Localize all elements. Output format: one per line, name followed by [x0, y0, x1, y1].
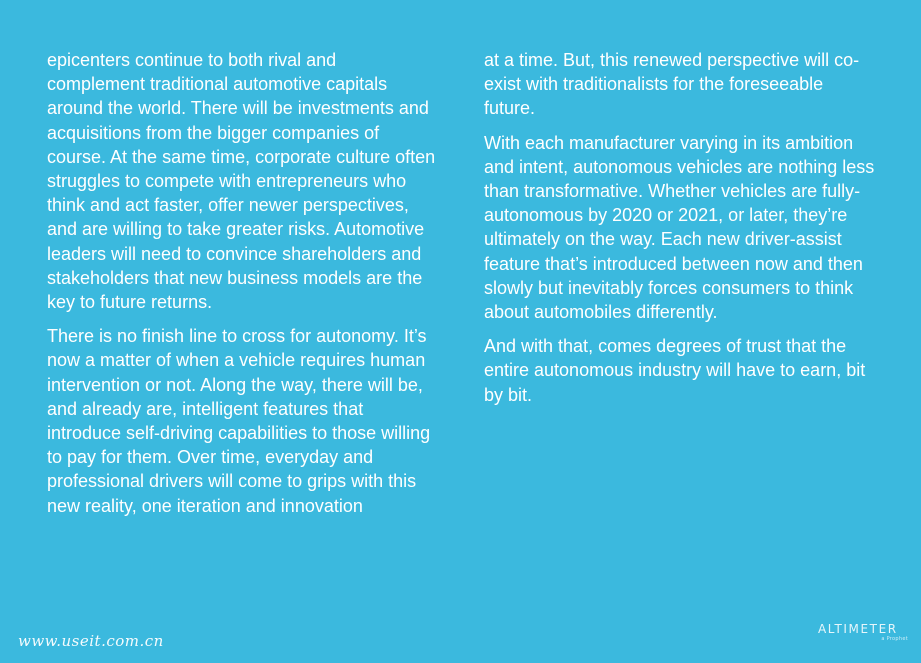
text-column-left: [47, 48, 439, 528]
altimeter-logo: [818, 622, 908, 650]
watermark-text: www.useit.com.cn: [18, 632, 164, 650]
logo-wordmark: ALTIMETER: [818, 622, 898, 636]
paragraph: And with that, comes degrees of trust that the entire autonomous industry will have to earn, bit by bit.: [484, 336, 866, 405]
text-column-right: [484, 48, 876, 417]
logo-subtitle: a Prophet: [881, 636, 908, 642]
paragraph: at a time. But, this renewed perspective will co-exist with traditionalists for the foreseeable future.: [484, 50, 860, 119]
paragraph: There is no finish line to cross for autonomy. It’s now a matter of when a vehicle requires human intervention or not. Along the way, there will be, and already are, intelligent features that introduce self-driving capabilities to those willing to pay for them. Over time, everyday and professional drivers will come to grips with this new reality, one iteration and innovation: [47, 326, 431, 516]
paragraph: epicenters continue to both rival and complement traditional automotive capitals around the world. There will be investments and acquisitions from the bigger companies of course. At the same time, corporate culture often struggles to compete with entrepreneurs who think and act faster, offer newer perspectives, and are willing to take greater risks. Automotive leaders will need to convince shareholders and stakeholders that new business models are the key to future returns.: [47, 50, 436, 313]
paragraph: With each manufacturer varying in its ambition and intent, autonomous vehicles are nothing less than transformative. Whether vehicles are fully-autonomous by 2020 or 2021, or later, they’re ultimately on the way. Each new driver-assist feature that’s introduced between now and then slowly but inevitably forces consumers to think about automobiles differently.: [484, 132, 875, 323]
